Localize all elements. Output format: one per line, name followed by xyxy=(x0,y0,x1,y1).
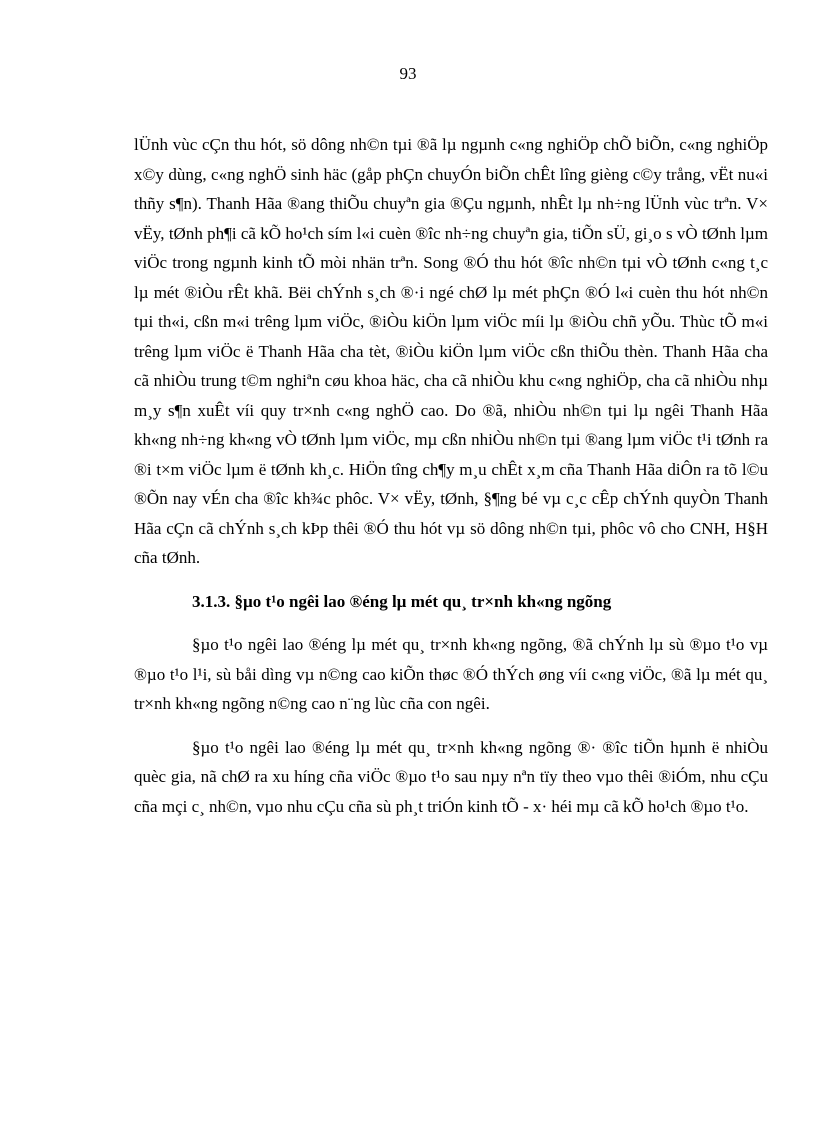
paragraph-1: lÜnh vùc cÇn thu hót, sö dông nh©n tµi ®ã lµ ngµnh c«ng nghiÖp chÕ biÕn, c«ng nghiÖp x©y dùng, c«ng nghÖ sinh häc (gåp phÇn chuyÓn biÕn chÊt lîng gièng c©y trång, vËt nu«i thñy s¶n). Thanh Hãa ®ang thiÕu chuyªn gia ®Çu ngµnh, nhÊt lµ nh÷ng lÜnh vùc trªn. V× vËy, tØnh ph¶i cã kÕ ho¹ch sím l«i cuèn ®îc nh÷ng chuyªn gia, tiÕn sÜ, gi¸o s vÒ tØnh lµm viÖc trong ngµnh kinh tÕ mòi nhän trªn. Song ®Ó thu hót ®îc nh©n tµi vÒ tØnh c«ng t¸c lµ mét ®iÒu rÊt khã. Bëi chÝnh s¸ch ®·i ngé chØ lµ mét phÇn ®Ó l«i cuèn thu hót nh©n tµi th«i, cßn m«i trêng lµm viÖc, ®iÒu kiÖn lµm viÖc míi lµ ®iÒu chñ yÕu. Thùc tÕ m«i trêng lµm viÖc ë Thanh Hãa cha tèt, ®iÒu kiÖn lµm viÖc cßn thiÕu thèn. Thanh Hãa cha cã nhiÒu trung t©m nghiªn cøu khoa häc, cha cã nhiÒu khu c«ng nghiÖp, cha cã nhiÒu nhµ m¸y s¶n xuÊt víi quy tr×nh c«ng nghÖ cao. Do ®ã, nhiÒu nh©n tµi lµ ngêi Thanh Hãa kh«ng nh÷ng kh«ng vÒ tØnh lµm viÖc, mµ cßn nhiÒu nh©n tµi ®ang lµm viÖc t¹i tØnh ra ®i t×m viÖc lµm ë tØnh kh¸c. HiÖn tîng ch¶y m¸u chÊt x¸m cña Thanh Hãa diÔn ra tõ l©u ®Õn nay vÉn cha ®îc kh¾c phôc. V× vËy, tØnh, §¶ng bé vµ c¸c cÊp chÝnh quyÒn Thanh Hãa cÇn cã chÝnh s¸ch kÞp thêi ®Ó thu hót vµ sö dông nh©n tµi, phôc vô cho CNH, H§H cña tØnh. xyxy=(134,135,768,567)
paragraph-2: §µo t¹o ngêi lao ®éng lµ mét qu¸ tr×nh kh«ng ngõng, ®ã chÝnh lµ sù ®µo t¹o vµ ®µo t¹o l¹i, sù båi dìng vµ n©ng cao kiÕn thøc ®Ó thÝch øng víi c«ng viÖc, ®ã lµ mét qu¸ tr×nh kh«ng ngõng n©ng cao n¨ng lùc cña con ngêi. xyxy=(134,635,768,713)
paragraph-3: §µo t¹o ngêi lao ®éng lµ mét qu¸ tr×nh kh«ng ngõng ®· ®îc tiÕn hµnh ë nhiÒu quèc gia, nã chØ ra xu híng cña viÖc ®µo t¹o sau nµy nªn tïy theo vµo thêi ®iÓm, nhu cÇu cña mçi c¸ nh©n, vµo nhu cÇu cña sù ph¸t triÓn kinh tÕ - x· héi mµ cã kÕ ho¹ch ®µo t¹o. xyxy=(134,737,768,816)
section-heading: 3.1.3. §µo t¹o ngêi lao ®éng lµ mét qu¸ tr×nh kh«ng ngõng xyxy=(192,591,612,611)
page-number: 93 xyxy=(399,64,417,83)
body-text xyxy=(134,130,768,821)
